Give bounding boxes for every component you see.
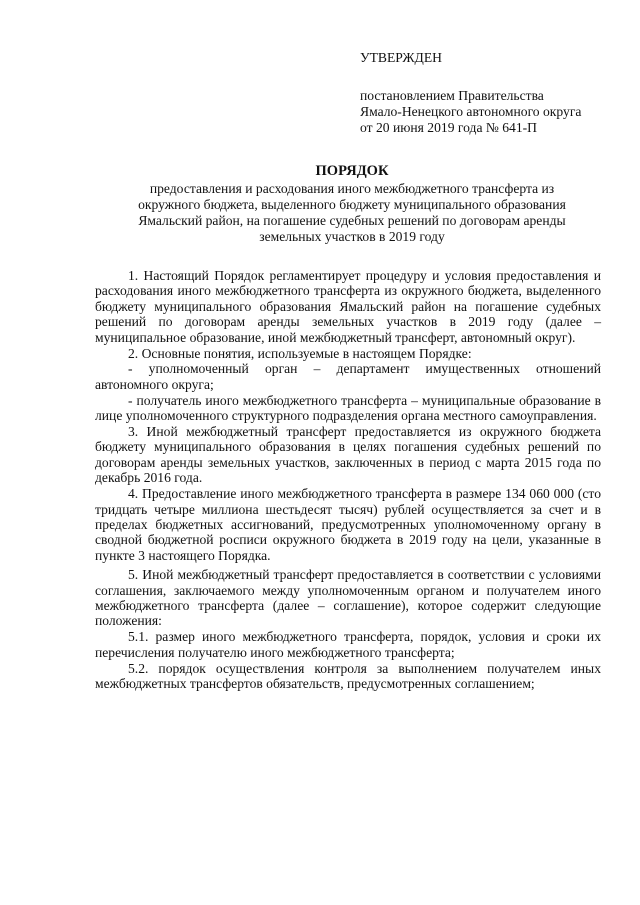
paragraph-2: 2. Основные понятия, используемые в настоящем Порядке:	[128, 345, 472, 361]
paragraph-5: 5. Иной межбюджетный трансферт предоставляется в соответствии с условиями соглашения, заключаемого между уполномоченным органом и получателем иного межбюджетного трансферта (далее – соглашение), которое содержит следующие положения:	[95, 567, 601, 629]
approval-line-2: Ямало-Ненецкого автономного округа	[360, 104, 582, 119]
subtitle-line-4: земельных участков в 2019 году	[259, 229, 445, 244]
approved-label: УТВЕРЖДЕН	[360, 50, 442, 65]
paragraph-2-item-1: - уполномоченный орган – департамент имущественных отношений автономного округа;	[95, 361, 601, 392]
approval-stamp-block	[360, 50, 620, 136]
document-heading: ПОРЯДОК	[315, 163, 389, 179]
paragraph-1: 1. Настоящий Порядок регламентирует процедуру и условия предоставления и расходования иного межбюджетного трансферта из окружного бюджета, выделенного бюджету муниципального образования Ямальский район на погашение судебных решений по договорам аренды земельных участков в 2019 году (далее –муниципальное образование, иной межбюджетный трансферт, автономный округ).	[95, 268, 601, 345]
paragraph-5-1: 5.1. размер иного межбюджетного трансферта, порядок, условия и сроки их перечисления получателю иного межбюджетного трансферта;	[95, 629, 601, 660]
document-title-block	[108, 163, 596, 245]
approval-line-1: постановлением Правительства	[360, 88, 544, 103]
approval-line-3: от 20 июня 2019 года № 641-П	[360, 120, 537, 135]
subtitle-line-3: Ямальский район, на погашение судебных решений по договорам аренды	[138, 213, 566, 228]
paragraph-2-item-2: - получатель иного межбюджетного трансферта – муниципальные образование в лице уполномоченного структурного подразделения органа местного самоуправления.	[95, 392, 601, 424]
document-body	[95, 268, 601, 692]
paragraph-4: 4. Предоставление иного межбюджетного трансферта в размере 134 060 000 (сто тридцать четыре миллиона шестьдесят тысяч) рублей осуществляется за счет и в пределах бюджетных ассигнований, предусмотренных уполномоченному органу в сводной бюджетной росписи окружного бюджета в 2019 году на цели, указанные в пункте 3 настоящего Порядка.	[95, 486, 601, 563]
subtitle-line-2: окружного бюджета, выделенного бюджету муниципального образования	[138, 197, 566, 212]
paragraph-3: 3. Иной межбюджетный трансферт предоставляется из окружного бюджета бюджету муниципального образования в целях погашения судебных решений по договорам аренды земельных участков, заключенных в период с марта 2015 года по декабрь 2016 года.	[95, 424, 601, 486]
paragraph-5-2: 5.2. порядок осуществления контроля за выполнением получателем иных межбюджетных трансфертов обязательств, предусмотренных соглашением;	[95, 660, 601, 692]
subtitle-line-1: предоставления и расходования иного межбюджетного трансферта из	[149, 181, 555, 196]
